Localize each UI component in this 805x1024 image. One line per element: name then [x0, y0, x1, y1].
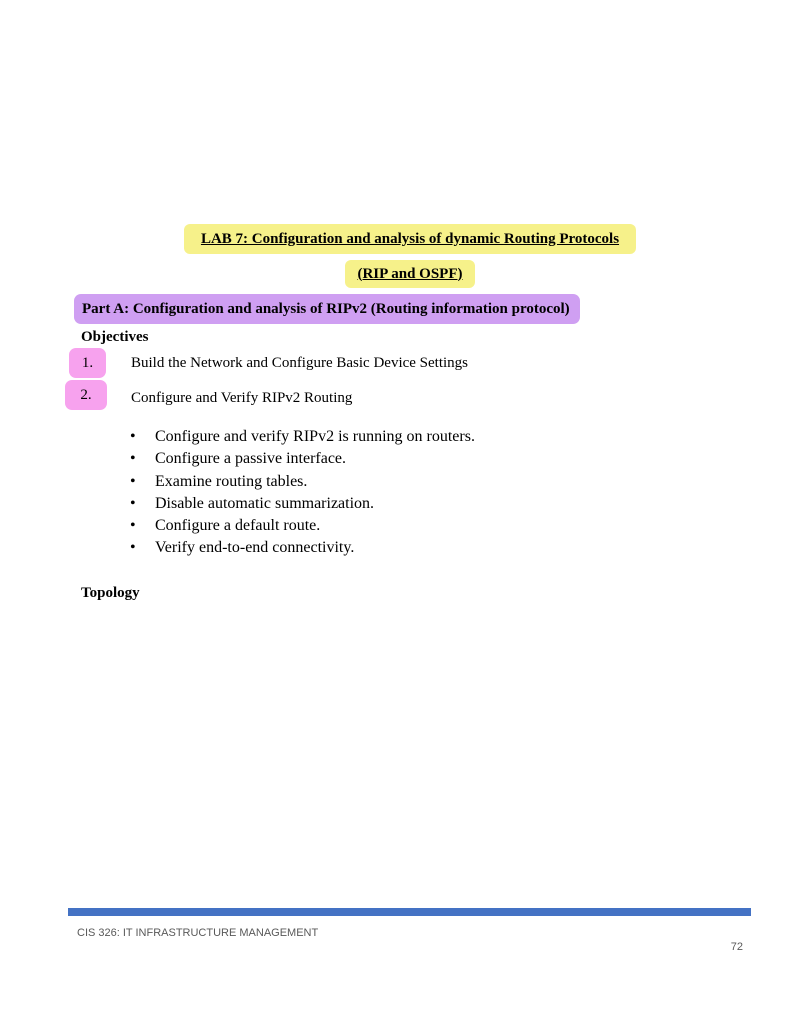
bullet-icon: • — [130, 539, 136, 557]
bullet-icon: • — [130, 494, 136, 512]
objectives-heading: Objectives — [81, 329, 149, 345]
footer-divider — [68, 908, 751, 916]
list-item — [130, 449, 475, 471]
objective-number-2: 2. — [65, 380, 107, 410]
task-text: Configure a default route. — [155, 517, 321, 535]
bullet-icon: • — [130, 472, 136, 490]
task-text: Disable automatic summarization. — [155, 494, 375, 512]
task-text: Examine routing tables. — [155, 472, 308, 490]
lab-subtitle: (RIP and OSPF) — [345, 260, 475, 288]
objective-number-1: 1. — [69, 348, 106, 378]
bullet-icon: • — [130, 517, 136, 535]
footer-course-title: CIS 326: IT INFRASTRUCTURE MANAGEMENT — [77, 927, 319, 939]
bullet-icon: • — [130, 450, 136, 468]
objective-text-1: Build the Network and Configure Basic Device Settings — [131, 355, 469, 371]
topology-heading: Topology — [81, 585, 140, 601]
list-item — [130, 538, 475, 560]
objective-text-2: Configure and Verify RIPv2 Routing — [131, 390, 353, 406]
part-a-heading: Part A: Configuration and analysis of RIPv2 (Routing information protocol) — [74, 294, 580, 324]
task-text: Verify end-to-end connectivity. — [155, 539, 355, 557]
page-number: 72 — [730, 941, 743, 953]
task-text: Configure a passive interface. — [155, 450, 347, 468]
list-item — [130, 494, 475, 516]
list-item — [130, 472, 475, 494]
list-item — [130, 516, 475, 538]
bullet-icon: • — [130, 428, 136, 445]
list-item — [130, 427, 475, 449]
lab-title: LAB 7: Configuration and analysis of dynamic Routing Protocols — [184, 224, 636, 254]
task-text: Configure and verify RIPv2 is running on routers. — [155, 428, 475, 445]
task-list — [130, 427, 475, 561]
